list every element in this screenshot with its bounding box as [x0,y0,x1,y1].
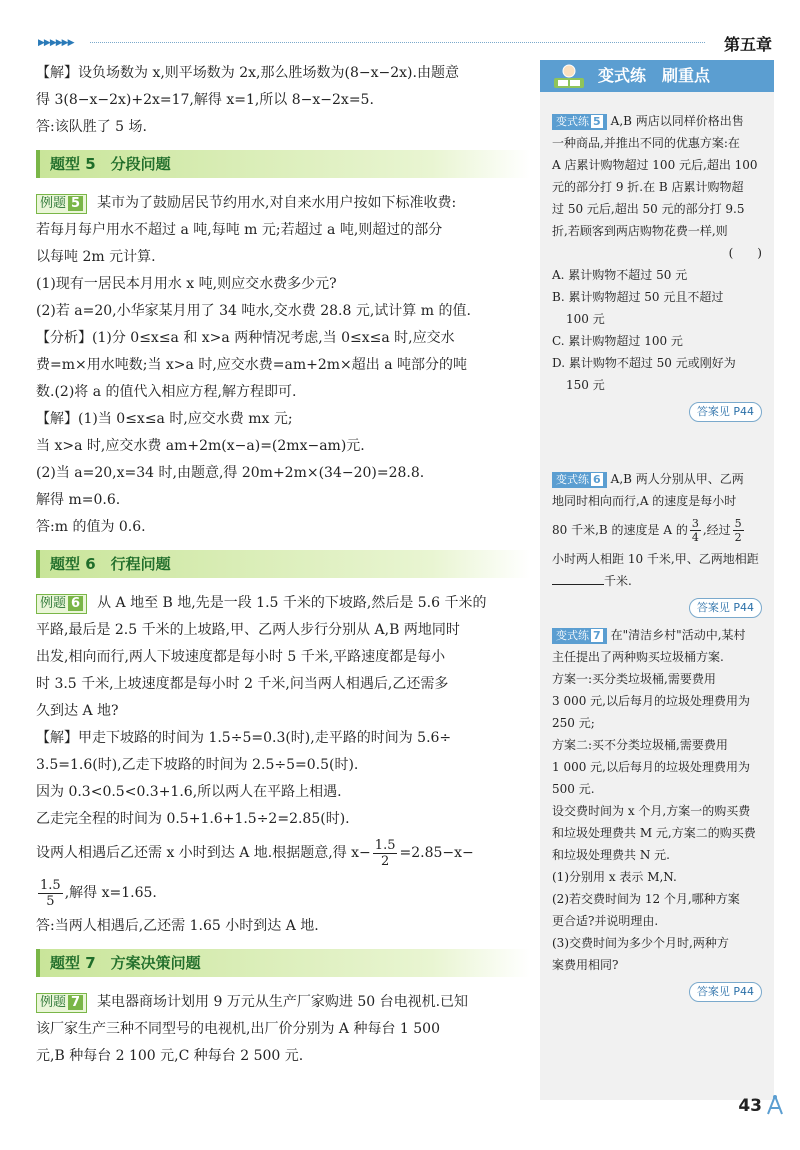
example-5-tag: 例题 5 [36,194,87,214]
text-line: 一种商品,并推出不同的优惠方案:在 [552,136,740,150]
sidebar-header [540,60,774,92]
text-line: A 店累计购物超过 100 元后,超出 100 [552,158,758,172]
answer-paren: ( ) [728,246,762,260]
intro-line: 得 3(8−x−2x)+2x=17,解得 x=1,所以 8−x−2x=5. [36,92,374,108]
variant-7-tag: 变式练 7 [552,628,607,644]
header-arrows: ▶▶▶▶▶▶ [38,38,74,48]
example-6-tag: 例题 6 [36,594,87,614]
text-line: 设交费时间为 x 个月,方案一的购买费 [552,804,751,818]
student-icon [552,62,586,90]
option: A. 累计购物不超过 50 元 [552,268,688,282]
text-line: 元,B 种每台 2 100 元,C 种每台 2 500 元. [36,1048,304,1064]
text-line: 解得 m=0.6. [36,492,121,508]
practice-sidebar [540,60,774,1100]
page-number: 43 [738,1096,762,1116]
text-line: 答:当两人相遇后,乙还需 1.65 小时到达 A 地. [36,918,319,934]
text-line: 费=m×用水吨数;当 x>a 时,应交水费=am+2m×超出 a 吨部分的吨 [36,357,468,373]
text-line: 在"清洁乡村"活动中,某村 [610,628,746,642]
text-line: 和垃圾处理费共 M 元,方案二的购买费 [552,826,756,840]
text-line: 乙走完全程的时间为 0.5+1.6+1.5÷2=2.85(时). [36,811,350,827]
text-line: 若每月每户用水不超过 a 吨,每吨 m 元;若超过 a 吨,则超过的部分 [36,222,443,238]
text-line: 该厂家生产三种不同型号的电视机,出厂价分别为 A 种每台 1 500 [36,1021,440,1037]
option: C. 累计购物超过 100 元 [552,334,683,348]
topic-7-heading: 题型 7 方案决策问题 [36,949,530,977]
main-column [36,60,530,1070]
intro-line: 【解】设负场数为 x,则平场数为 2x,那么胜场数为(8−x−2x).由题意 [36,65,459,81]
text-line: (2)若 a=20,小华家某月用了 34 吨水,交水费 28.8 元,试计算 m 的值. [36,303,471,319]
text-line: 【解】(1)当 0≤x≤a 时,应交水费 mx 元; [36,411,293,427]
text-line: 久到达 A 地? [36,703,119,719]
text-line: 元的部分打 9 折.在 B 店累计购物超 [552,180,744,194]
text-line: 出发,相向而行,两人下坡速度都是每小时 5 千米,平路速度都是每小 [36,649,446,665]
text-line: 500 元. [552,782,595,796]
option: 100 元 [566,312,605,326]
text-line: 3.5=1.6(时),乙走下坡路的时间为 2.5÷5=0.5(时). [36,757,359,773]
text-line: 方案一:买分类垃圾桶,需要费用 [552,672,716,686]
text-line: 和垃圾处理费共 N 元. [552,848,670,862]
variant-5-tag: 变式练 5 [552,114,607,130]
intro-line: 答:该队胜了 5 场. [36,119,147,135]
text-line: 平路,最后是 2.5 千米的上坡路,甲、乙两人步行分别从 A,B 两地同时 [36,622,460,638]
topic-5-heading: 题型 5 分段问题 [36,150,530,178]
text-line: 3 000 元,以后每月的垃圾处理费用为 [552,694,750,708]
text-line: 某市为了鼓励居民节约用水,对自来水用户按如下标准收费: [97,195,457,211]
fill-blank [552,584,604,585]
text-line: 过 50 元后,超出 50 元的部分打 9.5 [552,202,745,216]
text-line: A,B 两店以同样价格出售 [610,114,744,128]
text-line: 折,若顾客到两店购物花费一样,则 [552,224,728,238]
fraction: $\frac{5}{2}$ [734,517,742,544]
text-line: 250 元; [552,716,595,730]
text-line: 答:m 的值为 0.6. [36,519,146,535]
topic-6-heading: 题型 6 行程问题 [36,550,530,578]
text-line: (1)分别用 x 表示 M,N. [552,870,677,884]
fraction: $\frac{1.5}{2}$ [374,837,396,869]
fraction: $\frac{3}{4}$ [691,517,699,544]
text-line: (2)当 a=20,x=34 时,由题意,得 20m+2m×(34−20)=28.8. [36,465,425,481]
sidebar-title: 变式练 刷重点 [598,66,711,85]
chapter-title: 第五章 [723,35,772,54]
fraction: $\frac{1.5}{5}$ [40,877,61,909]
text-line: 因为 0.3<0.5<0.3+1.6,所以两人在平路上相遇. [36,784,342,800]
text-line: 地同时相向而行,A 的速度是每小时 [552,494,737,508]
compass-icon [764,1094,786,1116]
text-line: (3)交费时间为多少个月时,两种方 [552,936,729,950]
answer-ref-7[interactable]: 答案见 P44 [689,982,762,1002]
option: 150 元 [566,378,605,392]
header-rule [90,42,705,43]
text-line: (1)现有一居民本月用水 x 吨,则应交水费多少元? [36,276,337,292]
text-line: 以每吨 2m 元计算. [36,249,156,265]
equation-line: $\frac{1.5}{5}$ ,解得 x=1.65. [40,877,157,909]
text-line: 更合适?并说明理由. [552,914,659,928]
text-line: 小时两人相距 10 千米,甲、乙两地相距 [552,552,759,566]
answer-ref-5[interactable]: 答案见 P44 [689,402,762,422]
text-line: 80 千米,B 的速度是 A 的 $\frac{3}{4}$ ,经过 $\frac{5}{2}$ [552,517,742,544]
text-line: 时 3.5 千米,上坡速度都是每小时 2 千米,问当两人相遇后,乙还需多 [36,676,449,692]
example-7-tag: 例题 7 [36,993,87,1013]
equation-line: 设两人相遇后乙还需 x 小时到达 A 地.根据题意,得 x− $\frac{1.5}{2}$ =2.85−x− [36,837,474,869]
text-line: 【解】甲走下坡路的时间为 1.5÷5=0.3(时),走平路的时间为 5.6÷ [36,730,452,746]
option: D. 累计购物不超过 50 元或刚好为 [552,356,736,370]
option: B. 累计购物超过 50 元且不超过 [552,290,724,304]
text-line: 1 000 元,以后每月的垃圾处理费用为 [552,760,750,774]
text-line: 从 A 地至 B 地,先是一段 1.5 千米的下坡路,然后是 5.6 千米的 [97,595,487,611]
answer-ref-6[interactable]: 答案见 P44 [689,598,762,618]
text-line: 主任提出了两种购买垃圾桶方案. [552,650,724,664]
text-line: A,B 两人分别从甲、乙两 [610,472,744,486]
text-line: (2)若交费时间为 12 个月,哪种方案 [552,892,740,906]
text-line: 千米. [552,570,762,592]
text-line: 某电器商场计划用 9 万元从生产厂家购进 50 台电视机.已知 [97,994,469,1010]
text-line: 【分析】(1)分 0≤x≤a 和 x>a 两种情况考虑,当 0≤x≤a 时,应交水 [36,330,455,346]
variant-6-tag: 变式练 6 [552,472,607,488]
text-line: 案费用相同? [552,958,619,972]
text-line: 方案二:买不分类垃圾桶,需要费用 [552,738,728,752]
text-line: 数.(2)将 a 的值代入相应方程,解方程即可. [36,384,297,400]
text-line: 当 x>a 时,应交水费 am+2m(x−a)=(2mx−am)元. [36,438,365,454]
